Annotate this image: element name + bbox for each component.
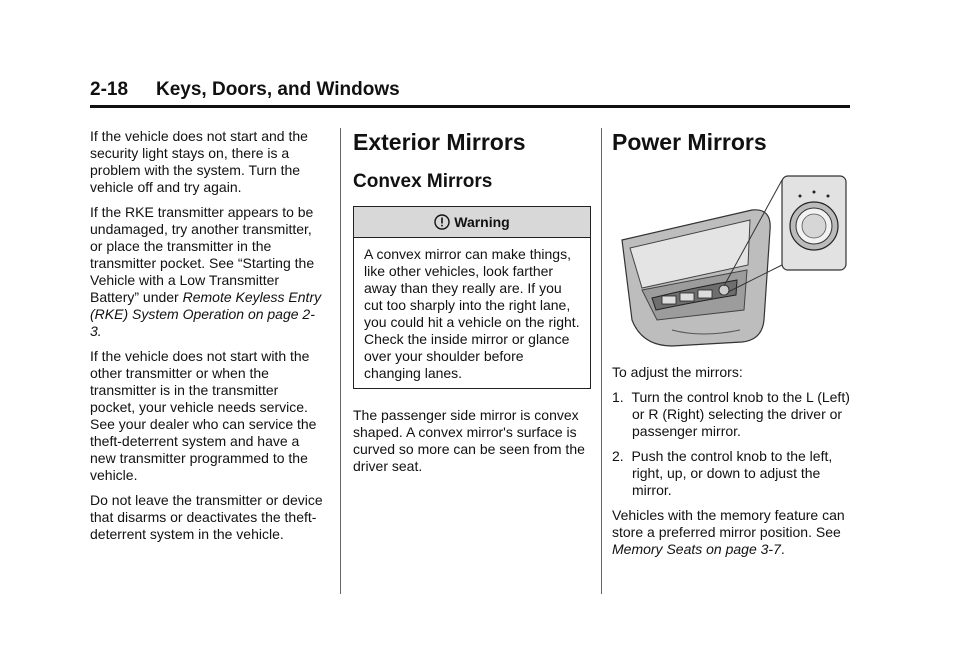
warning-text: A convex mirror can make things, like other vehicles, look farther away than they really are. If you cut too sharply into the right lane, you could hit a vehicle on the right. Check the inside mirror or glance over your shoulder before changing lanes. [364, 246, 580, 381]
warning-icon [434, 214, 450, 230]
section-heading: Power Mirrors [612, 129, 767, 155]
paragraph: If the vehicle does not start with the other transmitter or when the transmitter is in the transmitter pocket, your vehicle needs service. See your dealer who can service the theft-deterrent system and have a new transmitter programmed to the vehicle. [90, 348, 317, 483]
paragraph: Do not leave the transmitter or device that disarms or deactivates the theft-deterrent system in the vehicle. [90, 492, 323, 542]
cross-reference-link[interactable]: Remote Keyless Entry (RKE) System Operation on page 2-3. [90, 289, 322, 339]
warning-title: Warning [454, 214, 510, 230]
page-number: 2-18 [90, 79, 129, 100]
section-title: Keys, Doors, and Windows [156, 79, 400, 100]
column-divider [601, 128, 602, 594]
column-divider [340, 128, 341, 594]
paragraph: To adjust the mirrors: [612, 364, 743, 380]
power-mirror-control-illustration [612, 170, 852, 350]
column-middle [353, 128, 591, 483]
paragraph [90, 204, 326, 340]
page-header [90, 78, 850, 108]
list-item: 1. Turn the control knob to the L (Left) or R (Right) selecting the driver or passenger mirror. [612, 389, 850, 439]
paragraph-text: If the RKE transmitter appears to be undamaged, try another transmitter, or place the transmitter in the transmitter pocket. See “Starting the Vehicle with a Low Transmitter Battery” under [90, 204, 315, 305]
paragraph-end: . [780, 541, 785, 557]
paragraph: If the vehicle does not start and the security light stays on, there is a problem with the system. Turn the vehicle off and try again. [90, 128, 308, 195]
warning-box [353, 206, 591, 389]
instruction-list [612, 389, 858, 499]
cross-reference-link[interactable]: Memory Seats on page 3-7 [612, 541, 781, 557]
section-heading: Exterior Mirrors [353, 129, 526, 155]
door-panel-image [612, 170, 852, 350]
column-right [612, 128, 858, 566]
column-left [90, 128, 326, 551]
paragraph [612, 507, 858, 558]
paragraph: The passenger side mirror is convex shaped. A convex mirror's surface is curved so more can be seen from the driver seat. [353, 407, 585, 474]
subsection-heading: Convex Mirrors [353, 171, 493, 192]
list-item: 2. Push the control knob to the left, right, up, or down to adjust the mirror. [612, 448, 833, 498]
paragraph-text: Vehicles with the memory feature can store a preferred mirror position. See [612, 507, 845, 540]
warning-header [354, 207, 590, 238]
